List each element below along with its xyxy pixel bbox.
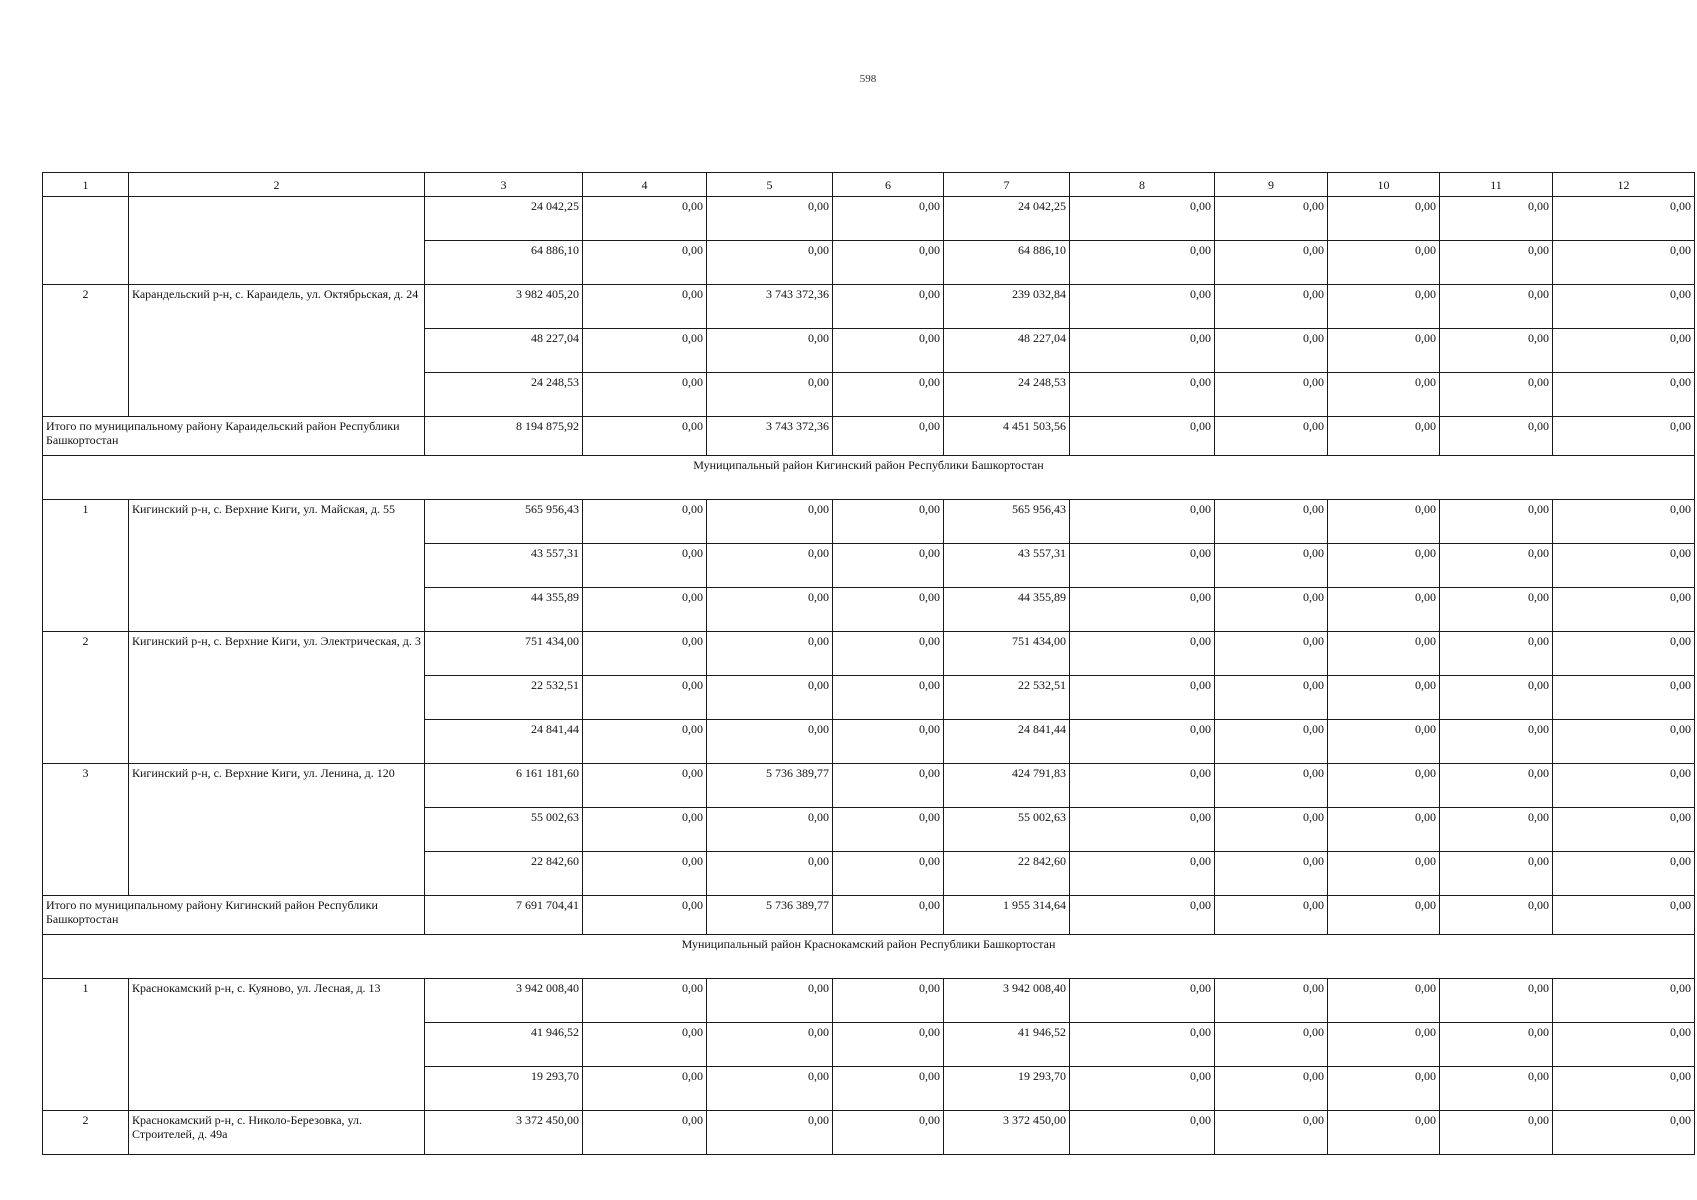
value-cell: 0,00 — [583, 896, 707, 935]
value-cell: 0,00 — [583, 1023, 707, 1067]
value-cell: 0,00 — [1553, 285, 1695, 329]
row-index: 2 — [43, 285, 129, 417]
value-cell: 0,00 — [707, 197, 833, 241]
value-cell: 0,00 — [1440, 544, 1553, 588]
header-cell: 9 — [1215, 173, 1328, 197]
value-cell: 0,00 — [1070, 720, 1215, 764]
value-cell: 0,00 — [1070, 588, 1215, 632]
value-cell: 0,00 — [1553, 852, 1695, 896]
row-index: 1 — [43, 500, 129, 632]
value-cell: 0,00 — [583, 241, 707, 285]
row-index: 1 — [43, 979, 129, 1111]
value-cell: 0,00 — [1215, 896, 1328, 935]
value-cell: 0,00 — [707, 1023, 833, 1067]
value-cell: 0,00 — [1070, 764, 1215, 808]
value-cell: 64 886,10 — [425, 241, 583, 285]
value-cell: 0,00 — [1328, 329, 1440, 373]
value-cell: 3 743 372,36 — [707, 285, 833, 329]
value-cell: 0,00 — [1440, 500, 1553, 544]
value-cell: 0,00 — [833, 1111, 944, 1155]
section-title: Муниципальный район Краснокамский район Республики Башкортостан — [43, 935, 1695, 979]
value-cell: 0,00 — [1215, 720, 1328, 764]
value-cell: 0,00 — [1215, 241, 1328, 285]
value-cell: 0,00 — [1553, 417, 1695, 456]
header-cell: 6 — [833, 173, 944, 197]
value-cell: 0,00 — [707, 588, 833, 632]
value-cell: 48 227,04 — [425, 329, 583, 373]
value-cell: 424 791,83 — [944, 764, 1070, 808]
value-cell: 0,00 — [1440, 896, 1553, 935]
value-cell: 5 736 389,77 — [707, 896, 833, 935]
value-cell: 3 942 008,40 — [425, 979, 583, 1023]
section-row — [43, 456, 1695, 500]
value-cell: 0,00 — [707, 676, 833, 720]
value-cell: 0,00 — [1215, 808, 1328, 852]
address-cell: Кигинский р-н, с. Верхние Киги, ул. Электрическая, д. 3 — [129, 632, 425, 764]
value-cell: 0,00 — [1328, 1023, 1440, 1067]
value-cell: 0,00 — [1328, 632, 1440, 676]
value-cell: 0,00 — [1328, 808, 1440, 852]
table-row — [43, 197, 1695, 241]
header-cell: 4 — [583, 173, 707, 197]
value-cell: 0,00 — [1553, 329, 1695, 373]
value-cell: 44 355,89 — [425, 588, 583, 632]
value-cell: 0,00 — [1440, 632, 1553, 676]
header-cell: 7 — [944, 173, 1070, 197]
value-cell: 0,00 — [1070, 544, 1215, 588]
value-cell: 0,00 — [707, 544, 833, 588]
header-cell: 11 — [1440, 173, 1553, 197]
value-cell: 0,00 — [833, 720, 944, 764]
value-cell: 0,00 — [1070, 197, 1215, 241]
value-cell: 24 042,25 — [425, 197, 583, 241]
value-cell: 0,00 — [1070, 808, 1215, 852]
value-cell: 0,00 — [1215, 197, 1328, 241]
value-cell: 22 842,60 — [944, 852, 1070, 896]
address-cell: Кигинский р-н, с. Верхние Киги, ул. Майская, д. 55 — [129, 500, 425, 632]
value-cell: 0,00 — [1328, 500, 1440, 544]
value-cell: 0,00 — [707, 852, 833, 896]
value-cell: 0,00 — [1070, 896, 1215, 935]
value-cell: 0,00 — [583, 197, 707, 241]
page-number: 598 — [859, 73, 877, 85]
value-cell: 0,00 — [1070, 500, 1215, 544]
value-cell: 0,00 — [583, 676, 707, 720]
value-cell: 0,00 — [707, 1067, 833, 1111]
table-row — [43, 632, 1695, 676]
value-cell: 0,00 — [1328, 1067, 1440, 1111]
value-cell: 0,00 — [1215, 852, 1328, 896]
total-row — [43, 896, 1695, 935]
value-cell: 0,00 — [1070, 979, 1215, 1023]
value-cell: 0,00 — [1440, 197, 1553, 241]
value-cell: 0,00 — [1215, 1111, 1328, 1155]
header-cell: 2 — [129, 173, 425, 197]
value-cell: 0,00 — [1553, 632, 1695, 676]
value-cell: 0,00 — [1215, 1067, 1328, 1111]
value-cell: 0,00 — [1440, 1023, 1553, 1067]
value-cell: 0,00 — [1215, 285, 1328, 329]
value-cell: 22 532,51 — [944, 676, 1070, 720]
value-cell: 5 736 389,77 — [707, 764, 833, 808]
value-cell: 7 691 704,41 — [425, 896, 583, 935]
value-cell: 0,00 — [1328, 417, 1440, 456]
value-cell: 0,00 — [1070, 1023, 1215, 1067]
total-label: Итого по муниципальному району Кигинский район Республики Башкортостан — [43, 896, 425, 935]
value-cell: 0,00 — [1215, 979, 1328, 1023]
value-cell: 751 434,00 — [944, 632, 1070, 676]
value-cell: 0,00 — [1328, 979, 1440, 1023]
header-cell: 1 — [43, 173, 129, 197]
value-cell: 0,00 — [833, 632, 944, 676]
value-cell: 0,00 — [707, 241, 833, 285]
value-cell: 0,00 — [707, 329, 833, 373]
total-row — [43, 417, 1695, 456]
value-cell: 0,00 — [833, 197, 944, 241]
value-cell: 0,00 — [1070, 285, 1215, 329]
value-cell: 24 841,44 — [944, 720, 1070, 764]
address-cell — [129, 197, 425, 285]
value-cell: 0,00 — [833, 241, 944, 285]
table-row — [43, 764, 1695, 808]
value-cell: 55 002,63 — [944, 808, 1070, 852]
value-cell: 0,00 — [833, 1023, 944, 1067]
value-cell: 0,00 — [1328, 720, 1440, 764]
value-cell: 0,00 — [1553, 544, 1695, 588]
header-cell: 10 — [1328, 173, 1440, 197]
value-cell: 0,00 — [833, 285, 944, 329]
section-row — [43, 935, 1695, 979]
value-cell: 0,00 — [1553, 896, 1695, 935]
value-cell: 0,00 — [1328, 544, 1440, 588]
value-cell: 0,00 — [1215, 632, 1328, 676]
row-index: 2 — [43, 1111, 129, 1155]
table-row — [43, 1111, 1695, 1155]
value-cell: 0,00 — [1215, 764, 1328, 808]
header-row — [43, 173, 1695, 197]
value-cell: 44 355,89 — [944, 588, 1070, 632]
value-cell: 0,00 — [1328, 285, 1440, 329]
table-row — [43, 285, 1695, 329]
value-cell: 0,00 — [833, 764, 944, 808]
value-cell: 0,00 — [1553, 979, 1695, 1023]
value-cell: 0,00 — [583, 417, 707, 456]
value-cell: 19 293,70 — [425, 1067, 583, 1111]
value-cell: 0,00 — [1440, 720, 1553, 764]
value-cell: 41 946,52 — [425, 1023, 583, 1067]
value-cell: 0,00 — [583, 720, 707, 764]
value-cell: 0,00 — [1440, 373, 1553, 417]
value-cell: 0,00 — [1070, 373, 1215, 417]
value-cell: 0,00 — [1215, 500, 1328, 544]
data-table — [42, 172, 1695, 1155]
value-cell: 0,00 — [833, 676, 944, 720]
table-row — [43, 979, 1695, 1023]
value-cell: 0,00 — [1328, 197, 1440, 241]
value-cell: 0,00 — [1215, 417, 1328, 456]
value-cell: 19 293,70 — [944, 1067, 1070, 1111]
value-cell: 0,00 — [707, 720, 833, 764]
value-cell: 3 743 372,36 — [707, 417, 833, 456]
value-cell: 0,00 — [583, 544, 707, 588]
value-cell: 0,00 — [833, 329, 944, 373]
value-cell: 64 886,10 — [944, 241, 1070, 285]
value-cell: 0,00 — [1553, 720, 1695, 764]
value-cell: 0,00 — [833, 979, 944, 1023]
value-cell: 0,00 — [1215, 1023, 1328, 1067]
value-cell: 0,00 — [1328, 373, 1440, 417]
value-cell: 565 956,43 — [944, 500, 1070, 544]
value-cell: 3 942 008,40 — [944, 979, 1070, 1023]
address-cell: Краснокамский р-н, с. Куяново, ул. Лесная, д. 13 — [129, 979, 425, 1111]
value-cell: 0,00 — [1215, 329, 1328, 373]
value-cell: 0,00 — [1440, 808, 1553, 852]
address-cell: Кигинский р-н, с. Верхние Киги, ул. Ленина, д. 120 — [129, 764, 425, 896]
value-cell: 0,00 — [1328, 852, 1440, 896]
value-cell: 0,00 — [1553, 373, 1695, 417]
value-cell: 0,00 — [707, 979, 833, 1023]
value-cell: 0,00 — [707, 632, 833, 676]
value-cell: 239 032,84 — [944, 285, 1070, 329]
value-cell: 8 194 875,92 — [425, 417, 583, 456]
value-cell: 0,00 — [1070, 852, 1215, 896]
row-index: 3 — [43, 764, 129, 896]
value-cell: 0,00 — [707, 1111, 833, 1155]
value-cell: 0,00 — [1553, 676, 1695, 720]
value-cell: 0,00 — [1070, 676, 1215, 720]
value-cell: 0,00 — [583, 764, 707, 808]
value-cell: 0,00 — [583, 632, 707, 676]
section-title: Муниципальный район Кигинский район Республики Башкортостан — [43, 456, 1695, 500]
value-cell: 0,00 — [1328, 1111, 1440, 1155]
value-cell: 0,00 — [833, 896, 944, 935]
value-cell: 0,00 — [583, 500, 707, 544]
value-cell: 0,00 — [1215, 373, 1328, 417]
value-cell: 48 227,04 — [944, 329, 1070, 373]
value-cell: 22 842,60 — [425, 852, 583, 896]
value-cell: 41 946,52 — [944, 1023, 1070, 1067]
value-cell: 3 372 450,00 — [425, 1111, 583, 1155]
value-cell: 0,00 — [833, 808, 944, 852]
value-cell: 0,00 — [1553, 1111, 1695, 1155]
value-cell: 0,00 — [1328, 676, 1440, 720]
value-cell: 0,00 — [583, 329, 707, 373]
value-cell: 6 161 181,60 — [425, 764, 583, 808]
value-cell: 43 557,31 — [425, 544, 583, 588]
value-cell: 0,00 — [1215, 588, 1328, 632]
value-cell: 0,00 — [1440, 329, 1553, 373]
value-cell: 0,00 — [1553, 764, 1695, 808]
value-cell: 0,00 — [1553, 197, 1695, 241]
value-cell: 3 982 405,20 — [425, 285, 583, 329]
row-index: 2 — [43, 632, 129, 764]
value-cell: 0,00 — [1215, 676, 1328, 720]
value-cell: 0,00 — [1328, 896, 1440, 935]
value-cell: 0,00 — [1440, 417, 1553, 456]
value-cell: 0,00 — [1440, 241, 1553, 285]
address-cell: Краснокамский р-н, с. Николо-Березовка, ул. Строителей, д. 49а — [129, 1111, 425, 1155]
value-cell: 565 956,43 — [425, 500, 583, 544]
value-cell: 0,00 — [833, 373, 944, 417]
value-cell: 0,00 — [1070, 417, 1215, 456]
value-cell: 0,00 — [583, 588, 707, 632]
header-cell: 8 — [1070, 173, 1215, 197]
value-cell: 0,00 — [1070, 632, 1215, 676]
address-cell: Карандельский р-н, с. Караидель, ул. Октябрьская, д. 24 — [129, 285, 425, 417]
value-cell: 0,00 — [583, 1111, 707, 1155]
row-index — [43, 197, 129, 285]
value-cell: 0,00 — [1553, 241, 1695, 285]
table-body — [43, 173, 1695, 1155]
value-cell: 0,00 — [833, 1067, 944, 1111]
value-cell: 0,00 — [583, 979, 707, 1023]
value-cell: 0,00 — [1553, 808, 1695, 852]
value-cell: 0,00 — [1070, 1067, 1215, 1111]
value-cell: 0,00 — [1440, 979, 1553, 1023]
value-cell: 24 248,53 — [944, 373, 1070, 417]
value-cell: 0,00 — [583, 373, 707, 417]
value-cell: 0,00 — [707, 500, 833, 544]
header-cell: 12 — [1553, 173, 1695, 197]
value-cell: 0,00 — [1440, 285, 1553, 329]
value-cell: 0,00 — [583, 285, 707, 329]
value-cell: 1 955 314,64 — [944, 896, 1070, 935]
value-cell: 24 841,44 — [425, 720, 583, 764]
value-cell: 0,00 — [1440, 852, 1553, 896]
table-row — [43, 500, 1695, 544]
value-cell: 0,00 — [1070, 241, 1215, 285]
value-cell: 0,00 — [1553, 500, 1695, 544]
value-cell: 22 532,51 — [425, 676, 583, 720]
value-cell: 0,00 — [1328, 588, 1440, 632]
value-cell: 0,00 — [1328, 241, 1440, 285]
value-cell: 0,00 — [833, 500, 944, 544]
value-cell: 0,00 — [1440, 764, 1553, 808]
value-cell: 0,00 — [1440, 1111, 1553, 1155]
value-cell: 0,00 — [583, 852, 707, 896]
value-cell: 0,00 — [1553, 588, 1695, 632]
header-cell: 3 — [425, 173, 583, 197]
value-cell: 0,00 — [1440, 588, 1553, 632]
value-cell: 24 248,53 — [425, 373, 583, 417]
value-cell: 3 372 450,00 — [944, 1111, 1070, 1155]
value-cell: 0,00 — [1328, 764, 1440, 808]
value-cell: 0,00 — [833, 852, 944, 896]
value-cell: 0,00 — [1440, 1067, 1553, 1111]
value-cell: 55 002,63 — [425, 808, 583, 852]
value-cell: 4 451 503,56 — [944, 417, 1070, 456]
value-cell: 0,00 — [583, 1067, 707, 1111]
header-cell: 5 — [707, 173, 833, 197]
value-cell: 0,00 — [1553, 1067, 1695, 1111]
value-cell: 43 557,31 — [944, 544, 1070, 588]
value-cell: 0,00 — [833, 544, 944, 588]
value-cell: 0,00 — [1070, 329, 1215, 373]
value-cell: 0,00 — [833, 417, 944, 456]
value-cell: 0,00 — [833, 588, 944, 632]
value-cell: 24 042,25 — [944, 197, 1070, 241]
value-cell: 0,00 — [1070, 1111, 1215, 1155]
value-cell: 0,00 — [583, 808, 707, 852]
value-cell: 0,00 — [707, 808, 833, 852]
value-cell: 0,00 — [1440, 676, 1553, 720]
value-cell: 0,00 — [1553, 1023, 1695, 1067]
value-cell: 0,00 — [1215, 544, 1328, 588]
value-cell: 0,00 — [707, 373, 833, 417]
total-label: Итого по муниципальному району Караидельский район Республики Башкортостан — [43, 417, 425, 456]
value-cell: 751 434,00 — [425, 632, 583, 676]
